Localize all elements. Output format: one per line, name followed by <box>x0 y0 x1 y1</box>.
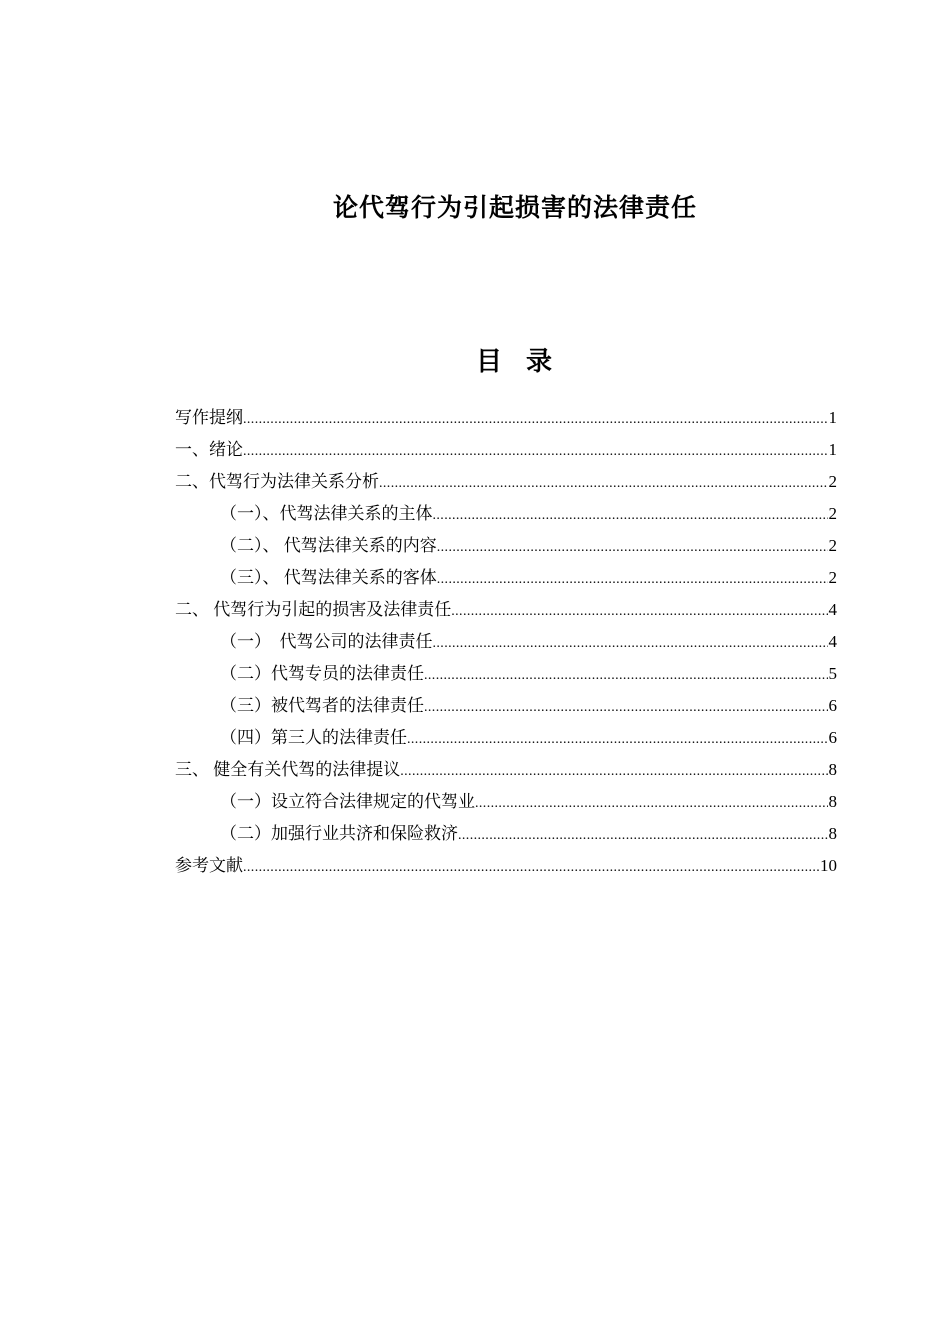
toc-entry-label: （一）设立符合法律规定的代驾业 <box>220 792 475 811</box>
toc-entry-page: 6 <box>828 728 837 747</box>
toc-leader-dots <box>424 660 828 690</box>
toc-entry-page: 8 <box>828 824 837 843</box>
toc-entry-label: 二、 代驾行为引起的损害及法律责任 <box>175 600 452 619</box>
toc-entry-page: 8 <box>828 792 837 811</box>
table-of-contents <box>175 402 837 882</box>
toc-entry[interactable] <box>175 594 837 626</box>
toc-entry-page: 8 <box>828 760 837 779</box>
toc-leader-dots <box>475 788 828 818</box>
toc-leader-dots <box>437 532 828 562</box>
toc-heading: 目 录 <box>475 347 555 377</box>
toc-entry-label: （二）、 代驾法律关系的内容 <box>220 536 437 555</box>
toc-entry-label: 三、 健全有关代驾的法律提议 <box>175 760 401 779</box>
toc-entry-page: 1 <box>828 408 837 427</box>
toc-entry[interactable] <box>175 658 837 690</box>
toc-entry-label: 二、代驾行为法律关系分析 <box>175 472 379 491</box>
toc-entry-label: （一） 代驾公司的法律责任 <box>220 632 433 651</box>
toc-entry[interactable] <box>175 818 837 850</box>
document-title: 论代驾行为引起损害的法律责任 <box>332 193 697 222</box>
toc-entry-page: 1 <box>828 440 837 459</box>
toc-entry-page: 2 <box>828 504 837 523</box>
toc-entry-page: 5 <box>828 664 837 683</box>
toc-entry-page: 4 <box>828 600 837 619</box>
toc-entry-page: 10 <box>820 856 837 875</box>
toc-entry-label: 写作提纲 <box>175 408 243 427</box>
toc-entry[interactable] <box>175 466 837 498</box>
toc-leader-dots <box>243 404 828 434</box>
toc-entry[interactable] <box>175 498 837 530</box>
toc-leader-dots <box>433 628 828 658</box>
toc-leader-dots <box>437 564 828 594</box>
toc-entry[interactable] <box>175 722 837 754</box>
toc-entry[interactable] <box>175 690 837 722</box>
toc-entry-label: （三）被代驾者的法律责任 <box>220 696 424 715</box>
toc-entry-page: 2 <box>828 472 837 491</box>
toc-entry-page: 2 <box>828 536 837 555</box>
toc-entry-label: （三）、 代驾法律关系的客体 <box>220 568 437 587</box>
toc-entry-label: 参考文献 <box>175 856 243 875</box>
toc-entry-page: 4 <box>828 632 837 651</box>
toc-leader-dots <box>400 756 827 786</box>
toc-leader-dots <box>458 820 828 850</box>
toc-entry-page: 6 <box>828 696 837 715</box>
toc-leader-dots <box>433 500 828 530</box>
toc-leader-dots <box>243 852 819 882</box>
toc-leader-dots <box>407 724 828 754</box>
toc-entry-label: （二）代驾专员的法律责任 <box>220 664 424 683</box>
toc-entry[interactable] <box>175 626 837 658</box>
toc-entry[interactable] <box>175 850 837 882</box>
toc-entry[interactable] <box>175 402 837 434</box>
toc-entry-page: 2 <box>828 568 837 587</box>
toc-leader-dots <box>424 692 828 722</box>
toc-leader-dots <box>451 596 827 626</box>
toc-leader-dots <box>379 468 828 498</box>
toc-entry-label: （四）第三人的法律责任 <box>220 728 407 747</box>
toc-entry[interactable] <box>175 562 837 594</box>
toc-leader-dots <box>243 436 828 466</box>
toc-entry-label: 一、绪论 <box>175 440 243 459</box>
toc-entry[interactable] <box>175 754 837 786</box>
toc-entry[interactable] <box>175 434 837 466</box>
toc-entry-label: （一）、代驾法律关系的主体 <box>220 504 433 523</box>
toc-entry[interactable] <box>175 786 837 818</box>
toc-entry[interactable] <box>175 530 837 562</box>
toc-entry-label: （二）加强行业共济和保险救济 <box>220 824 458 843</box>
